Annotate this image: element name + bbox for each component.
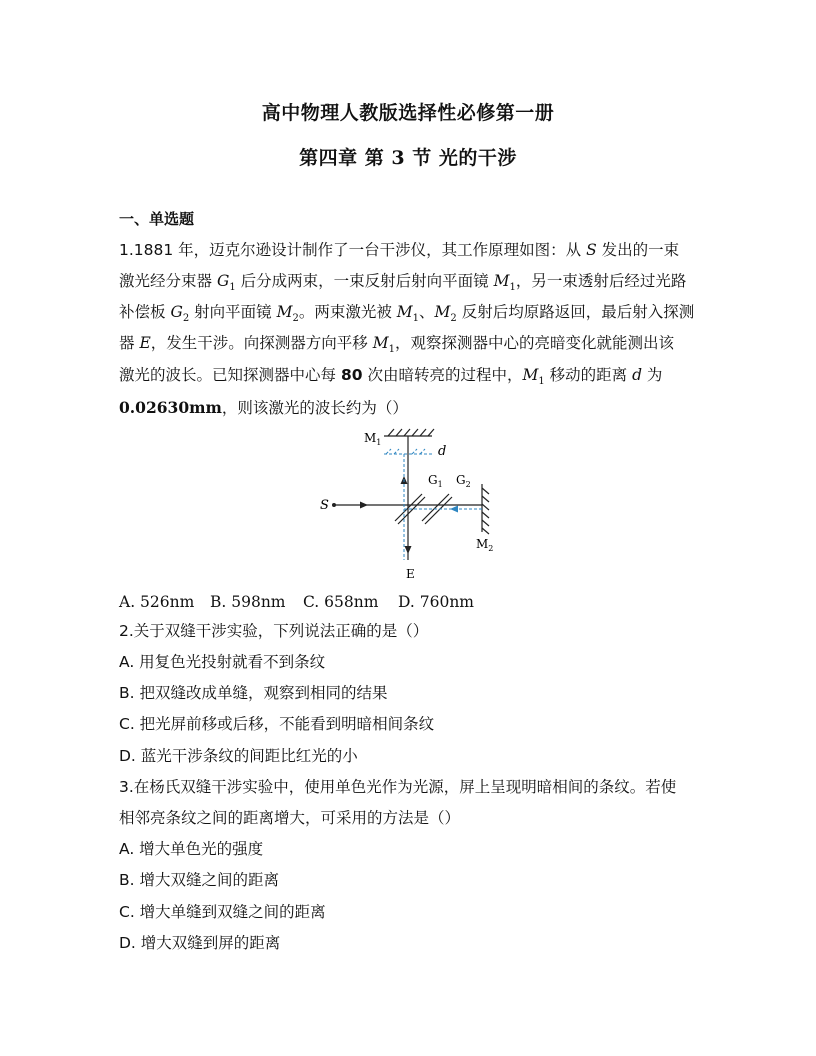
q1-text-3c: 。两束激光被	[298, 303, 397, 321]
q1-sub-m2: 2	[292, 313, 299, 325]
q1-symbol-m2: M	[276, 303, 293, 321]
q1-symbol-d: d	[632, 366, 642, 384]
q1-sub-m2b: 2	[450, 313, 457, 325]
source-point	[332, 503, 336, 507]
q2-option-d[interactable]: D. 蓝光干涉条纹的间距比红光的小	[119, 747, 358, 765]
q1-line-3	[119, 302, 694, 329]
q1-symbol-m1: M	[493, 272, 510, 290]
label-d: d	[438, 444, 447, 459]
label-s: S	[320, 498, 329, 513]
q1-symbol-m1d: M	[522, 366, 539, 384]
q1-line-4	[119, 333, 674, 360]
q1-distance-value: 0.02630mm	[119, 398, 222, 417]
q1-text-4b: ，发生干涉。向探测器方向平移	[150, 334, 373, 352]
document-title: 高中物理人教版选择性必修第一册	[261, 102, 555, 124]
q1-text-1a: 1881 年，迈克尔逊设计制作了一台干涉仪，其工作原理如图：从	[133, 241, 587, 259]
q1-option-d[interactable]: D. 760nm	[398, 593, 474, 611]
q1-number: 1.	[119, 241, 134, 259]
q1-symbol-m1c: M	[372, 334, 389, 352]
q1-text-4c: ，观察探测器中心的亮暗变化就能测出该	[394, 334, 674, 352]
q1-symbol-m1b: M	[396, 303, 413, 321]
q3-option-a[interactable]: A. 增大单色光的强度	[119, 840, 264, 858]
arrow-down-icon	[405, 546, 412, 554]
q2-option-c[interactable]: C. 把光屏前移或后移，不能看到明暗相间条纹	[119, 715, 435, 733]
label-g1: $G_1$	[428, 473, 443, 489]
q1-sub-m1b: 1	[412, 313, 419, 325]
q1-line-2	[119, 271, 686, 298]
q1-text-1b: 发出的一束	[596, 241, 680, 259]
q1-option-b[interactable]: B. 598nm	[210, 593, 286, 611]
section-heading: 一、单选题	[119, 210, 195, 228]
q1-text-2c: ，另一束透射后经过光路	[515, 272, 687, 290]
arrow-source-icon	[360, 502, 368, 509]
q3-stem-line-2: 相邻亮条纹之间的距离增大，可采用的方法是（）	[119, 809, 461, 827]
q1-text-3e: 反射后均原路返回，最后射入探测	[456, 303, 695, 321]
q1-symbol-e: E	[139, 334, 151, 352]
label-m1: $M_1$	[364, 431, 382, 447]
label-e: E	[406, 567, 415, 581]
q3-option-b[interactable]: B. 增大双缝之间的距离	[119, 871, 279, 889]
q1-line-5	[119, 365, 662, 392]
q1-option-a[interactable]: A. 526nm	[119, 593, 195, 611]
q1-sub-g1: 1	[229, 282, 236, 294]
q2-option-a[interactable]: A. 用复色光投射就看不到条纹	[119, 653, 326, 671]
q2-option-b[interactable]: B. 把双缝改成单缝，观察到相同的结果	[119, 684, 388, 702]
label-m2: $M_2$	[476, 537, 494, 553]
q2-stem: 2.关于双缝干涉实验，下列说法正确的是（）	[119, 622, 429, 640]
q1-sub-m1: 1	[509, 282, 516, 294]
q1-symbol-s: S	[586, 241, 597, 259]
q1-text-2b: 后分成两束，一束反射后射向平面镜	[235, 272, 494, 290]
q1-option-c[interactable]: C. 658nm	[303, 593, 379, 611]
interferometer-diagram	[300, 424, 520, 584]
q3-option-c[interactable]: C. 增大单缝到双缝之间的距离	[119, 903, 326, 921]
q1-symbol-g2: G	[170, 303, 183, 321]
q1-count: 80	[340, 366, 363, 384]
q1-text-4a: 器	[119, 334, 140, 352]
q1-text-5a: 激光的波长。已知探测器中心每	[119, 366, 341, 384]
q3-option-d[interactable]: D. 增大双缝到屏的距离	[119, 934, 281, 952]
q1-text-2a: 激光经分束器	[119, 272, 217, 290]
q1-sub-g2: 2	[182, 313, 190, 325]
arrow-left-icon	[450, 506, 458, 513]
q1-text-3d: 、	[419, 303, 435, 321]
q1-symbol-g1: G	[216, 272, 230, 290]
q1-sub-m1d: 1	[538, 376, 545, 388]
q3-stem-line-1: 3.在杨氏双缝干涉实验中，使用单色光作为光源，屏上呈现明暗相间的条纹。若使	[119, 778, 677, 796]
q1-line-1	[119, 240, 679, 260]
q1-text-3b: 射向平面镜	[189, 303, 277, 321]
q1-line-6	[119, 398, 408, 418]
q1-symbol-m2b: M	[434, 303, 451, 321]
label-g2: $G_2$	[456, 473, 471, 489]
q1-text-3a: 补偿板	[119, 303, 171, 321]
q1-sub-m1c: 1	[388, 344, 395, 356]
section-subtitle: 第四章 第 3 节 光的干涉	[299, 147, 517, 169]
q1-text-5e: 为	[642, 366, 663, 384]
q1-text-5c: 移动的距离	[544, 366, 633, 384]
q1-text-6: ，则该激光的波长约为（）	[221, 399, 408, 417]
q1-text-5b: 次由暗转亮的过程中，	[362, 366, 523, 384]
